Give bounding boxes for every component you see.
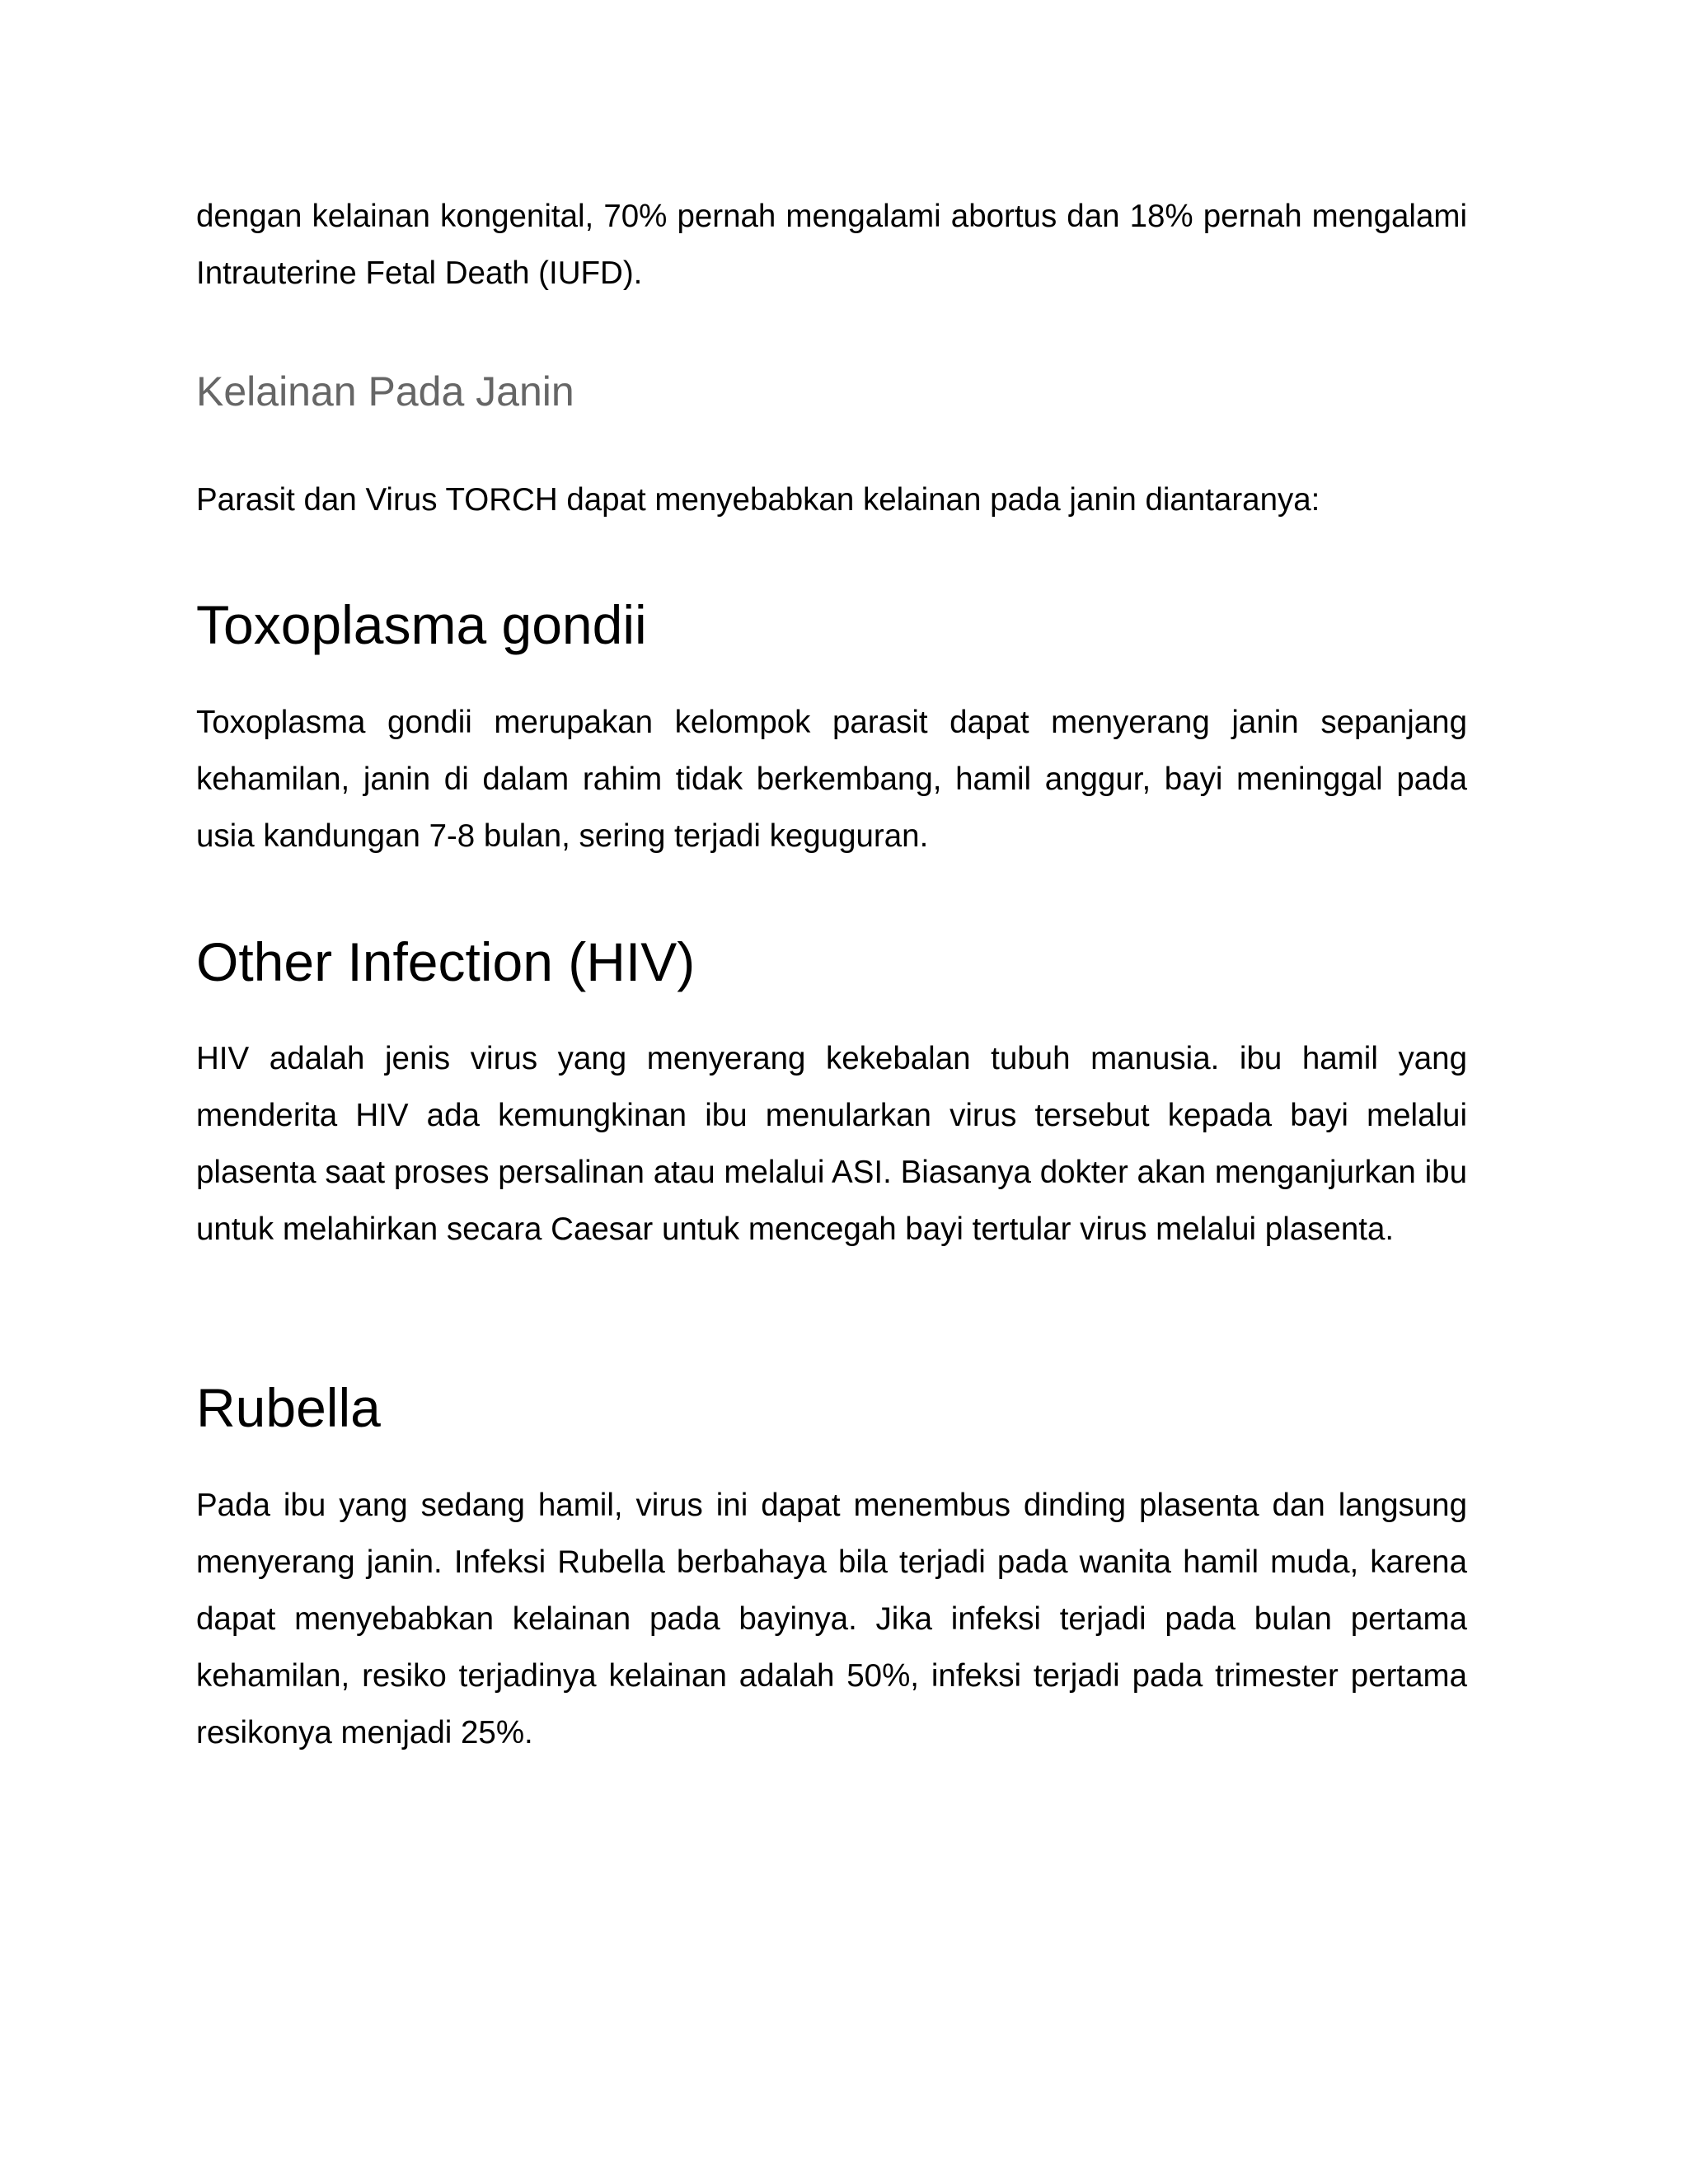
- subtitle-kelainan-pada-janin: Kelainan Pada Janin: [196, 368, 574, 415]
- heading-hiv: Other Infection (HIV): [196, 931, 696, 992]
- intro-continuation-paragraph: dengan kelainan kongenital, 70% pernah mengalami abortus dan 18% pernah mengalami Intrauterine Fetal Death (IUFD).: [196, 199, 1467, 291]
- heading-toxoplasma: Toxoplasma gondii: [196, 594, 647, 655]
- heading-rubella: Rubella: [196, 1377, 381, 1438]
- intro-paragraph: Parasit dan Virus TORCH dapat menyebabkan kelainan pada janin diantaranya:: [196, 482, 1320, 518]
- paragraph-toxoplasma: Toxoplasma gondii merupakan kelompok parasit dapat menyerang janin sepanjang kehamilan, janin di dalam rahim tidak berkembang, hamil anggur, bayi meninggal pada usia kandungan 7-8 bulan, sering terjadi keguguran.: [196, 705, 1467, 854]
- paragraph-hiv: HIV adalah jenis virus yang menyerang kekebalan tubuh manusia. ibu hamil yang menderita HIV ada kemungkinan ibu menularkan virus tersebut kepada bayi melalui plasenta saat proses persalinan atau melalui ASI. Biasanya dokter akan menganjurkan ibu untuk melahirkan secara Caesar untuk mencegah bayi tertular virus melalui plasenta.: [196, 1041, 1467, 1247]
- paragraph-rubella: Pada ibu yang sedang hamil, virus ini dapat menembus dinding plasenta dan langsung menyerang janin. Infeksi Rubella berbahaya bila terjadi pada wanita hamil muda, karena dapat menyebabkan kelainan pada bayinya. Jika infeksi terjadi pada bulan pertama kehamilan, resiko terjadinya kelainan adalah 50%, infeksi terjadi pada trimester pertama resikonya menjadi 25%.: [196, 1488, 1467, 1750]
